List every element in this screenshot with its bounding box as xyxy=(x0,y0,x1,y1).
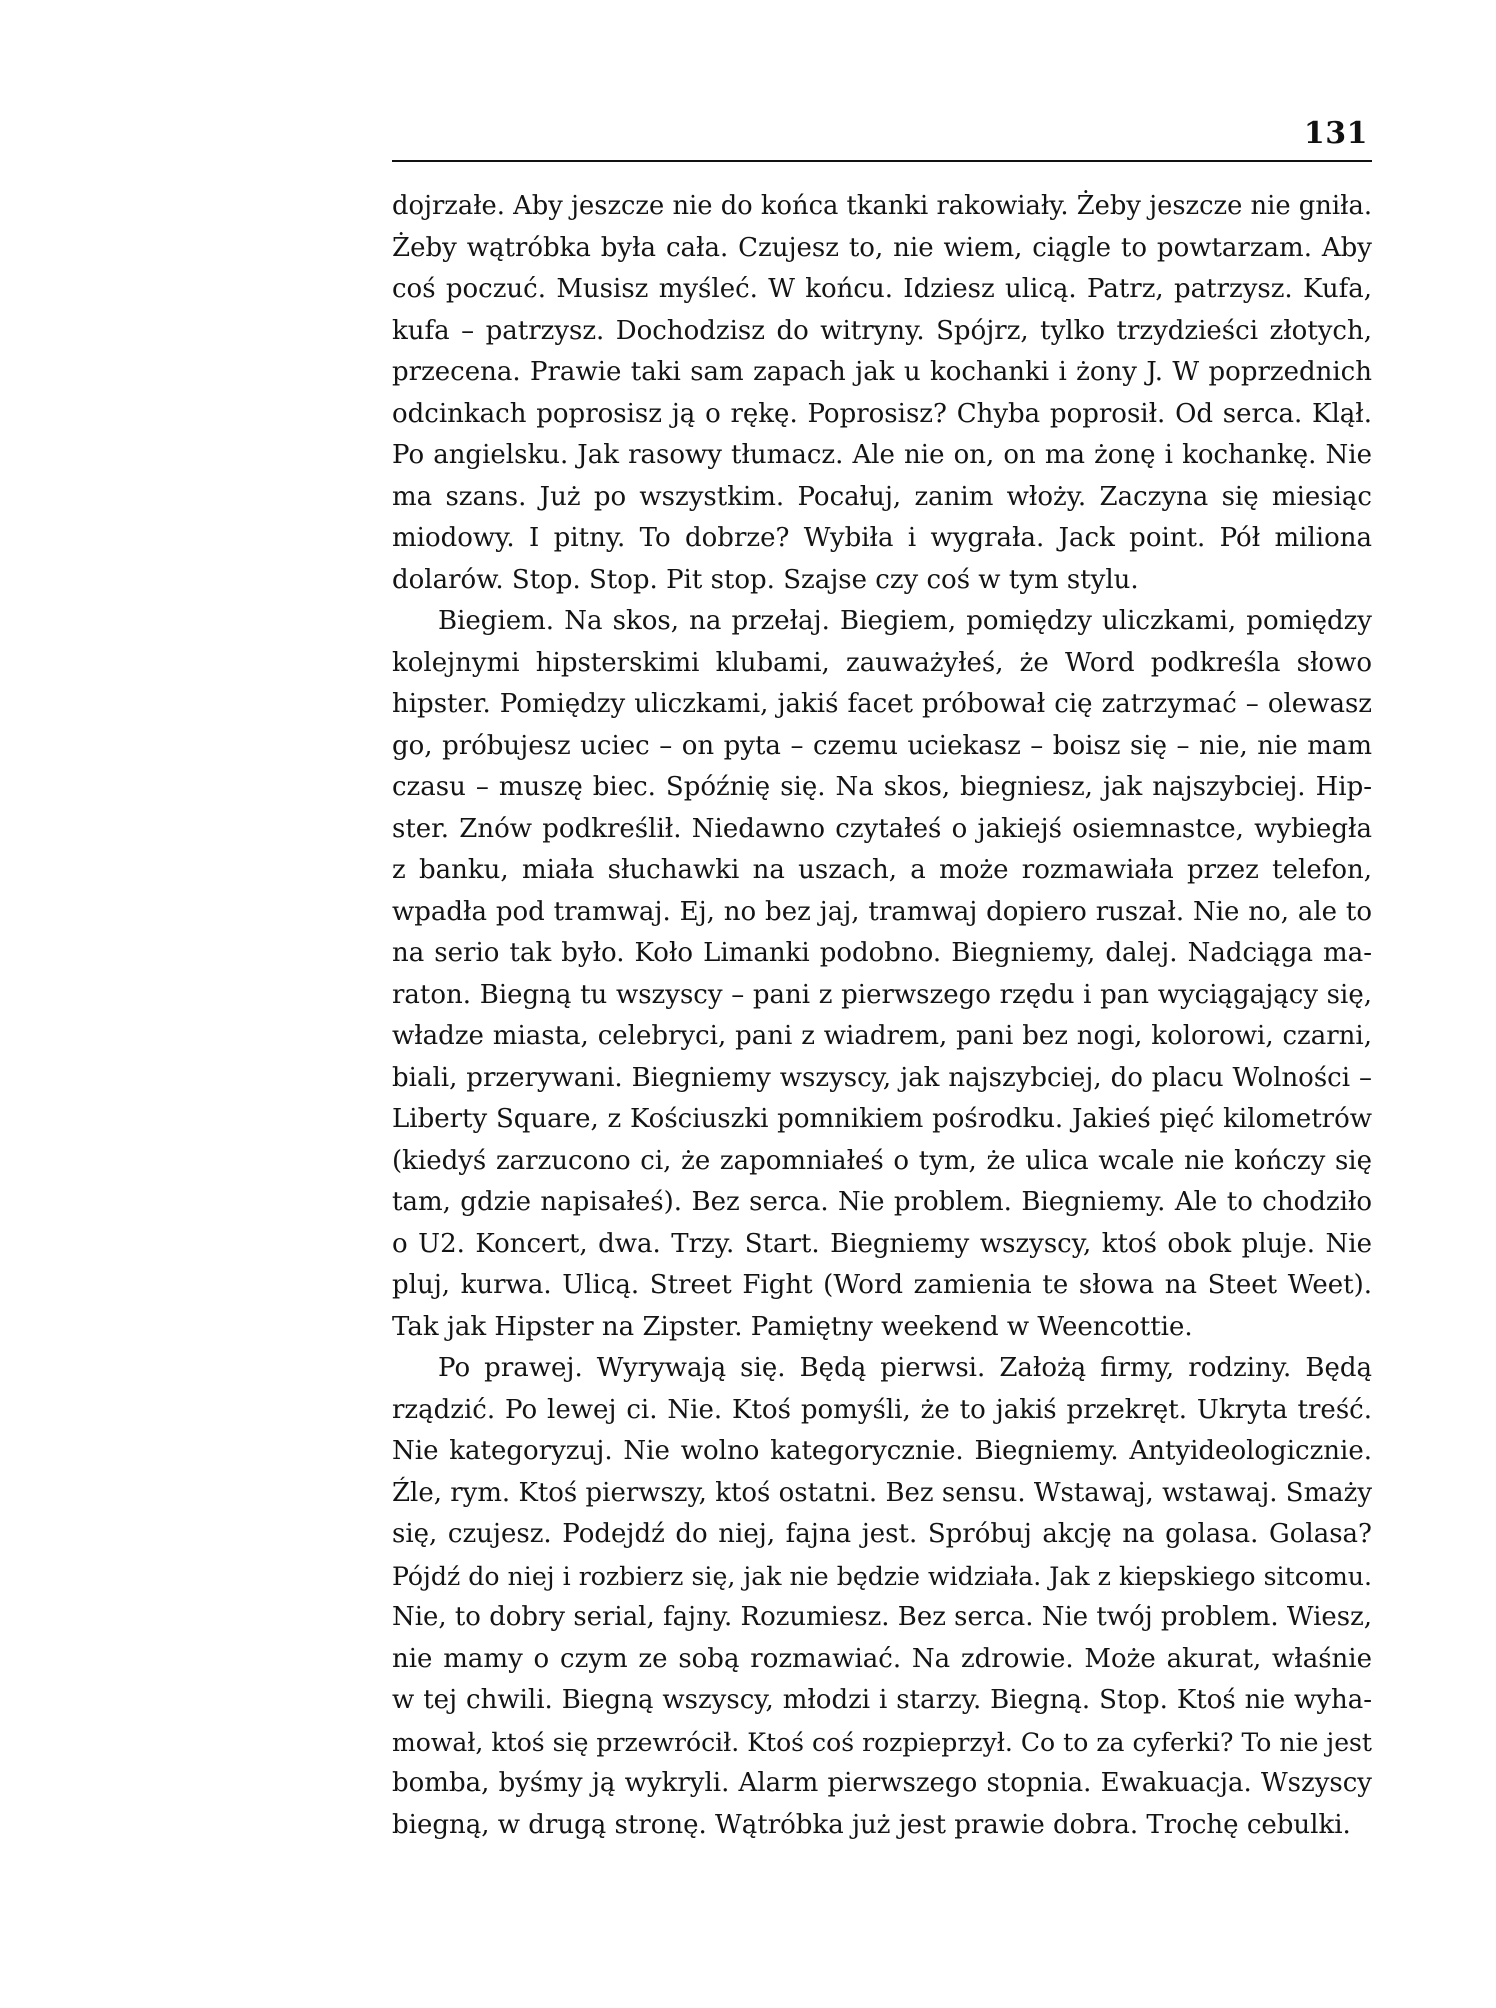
text-line: Żeby wątróbka była cała. Czujesz to, nie wiem, ciągle to powtarzam. Aby xyxy=(392,232,1372,263)
text-line: ma szans. Już po wszystkim. Pocałuj, zanim włoży. Zaczyna się miesiąc xyxy=(392,481,1372,512)
text-line: rządzić. Po lewej ci. Nie. Ktoś pomyśli, że to jakiś przekręt. Ukryta treść. xyxy=(392,1394,1372,1425)
text-line: Biegiem. Na skos, na przełaj. Biegiem, pomiędzy uliczkami, pomiędzy xyxy=(438,606,1372,636)
page-header xyxy=(392,112,1372,162)
text-line: przecena. Prawie taki sam zapach jak u kochanki i żony J. W poprzednich xyxy=(392,357,1372,387)
text-line: miodowy. I pitny. To dobrze? Wybiła i wygrała. Jack point. Pół miliona xyxy=(392,523,1372,553)
text-line: tam, gdzie napisałeś). Bez serca. Nie problem. Biegniemy. Ale to chodziło xyxy=(392,1187,1372,1217)
text-line: o U2. Koncert, dwa. Trzy. Start. Biegniemy wszyscy, ktoś obok pluje. Nie xyxy=(392,1228,1372,1259)
paragraph xyxy=(392,601,1372,1348)
paragraph xyxy=(392,1348,1372,1846)
text-line: dojrzałe. Aby jeszcze nie do końca tkanki rakowiały. Żeby jeszcze nie gniła. xyxy=(392,191,1372,221)
text-line: czasu – muszę biec. Spóźnię się. Na skos, biegniesz, jak najszybciej. Hip- xyxy=(392,772,1372,802)
text-line: biali, przerywani. Biegniemy wszyscy, jak najszybciej, do placu Wolności – xyxy=(392,1062,1372,1093)
text-line: odcinkach poprosisz ją o rękę. Poprosisz? Chyba poprosił. Od serca. Klął. xyxy=(392,398,1372,429)
text-line: Nie kategoryzuj. Nie wolno kategorycznie. Biegniemy. Antyideologicznie. xyxy=(392,1436,1372,1466)
text-line: się, czujesz. Podejdź do niej, fajna jest. Spróbuj akcję na golasa. Golasa? xyxy=(392,1519,1372,1549)
text-line: (kiedyś zarzucono ci, że zapomniałeś o tym, że ulica wcale nie kończy się xyxy=(392,1145,1372,1176)
text-line: wpadła pod tramwaj. Ej, no bez jaj, tramwaj dopiero ruszał. Nie no, ale to xyxy=(392,896,1372,927)
text-line: Liberty Square, z Kościuszki pomnikiem pośrodku. Jakieś pięć kilometrów xyxy=(392,1104,1372,1134)
text-line: raton. Biegną tu wszyscy – pani z pierwszego rzędu i pan wyciągający się, xyxy=(392,979,1372,1010)
text-line: dolarów. Stop. Stop. Pit stop. Szajse czy coś w tym stylu. xyxy=(392,564,1139,595)
text-line: mował, ktoś się przewrócił. Ktoś coś rozpieprzył. Co to za cyferki? To nie jest xyxy=(392,1727,1372,1757)
text-line: biegną, w drugą stronę. Wątróbka już jest prawie dobra. Trochę cebulki. xyxy=(392,1809,1351,1840)
text-line: hipster. Pomiędzy uliczkami, jakiś facet próbował cię zatrzymać – olewasz xyxy=(392,689,1372,719)
text-line: Po prawej. Wyrywają się. Będą pierwsi. Założą firmy, rodziny. Będą xyxy=(438,1353,1372,1383)
text-line: Pójdź do niej i rozbierz się, jak nie będzie widziała. Jak z kiepskiego sitcomu. xyxy=(392,1561,1372,1591)
text-line: kolejnymi hipsterskimi klubami, zauważyłeś, że Word podkreśla słowo xyxy=(392,647,1372,678)
text-line: Źle, rym. Ktoś pierwszy, ktoś ostatni. Bez sensu. Wstawaj, wstawaj. Smaży xyxy=(392,1477,1372,1508)
page-number: 131 xyxy=(1303,116,1368,151)
text-line: go, próbujesz uciec – on pyta – czemu uciekasz – boisz się – nie, nie mam xyxy=(392,730,1372,761)
text-line: coś poczuć. Musisz myśleć. W końcu. Idziesz ulicą. Patrz, patrzysz. Kufa, xyxy=(392,274,1372,304)
paragraph xyxy=(392,186,1372,601)
text-line: na serio tak było. Koło Limanki podobno. Biegniemy, dalej. Nadciąga ma- xyxy=(392,938,1372,968)
text-line: kufa – patrzysz. Dochodzisz do witryny. Spójrz, tylko trzydzieści złotych, xyxy=(392,315,1372,346)
text-line: nie mamy o czym ze sobą rozmawiać. Na zdrowie. Może akurat, właśnie xyxy=(392,1643,1372,1674)
text-line: Nie, to dobry serial, fajny. Rozumiesz. Bez serca. Nie twój problem. Wiesz, xyxy=(392,1602,1372,1632)
text-line: pluj, kurwa. Ulicą. Street Fight (Word zamienia te słowa na Steet Weet). xyxy=(392,1270,1372,1300)
text-line: ster. Znów podkreślił. Niedawno czytałeś o jakiejś osiemnastce, wybiegła xyxy=(392,813,1372,844)
text-line: Tak jak Hipster na Zipster. Pamiętny weekend w Weencottie. xyxy=(392,1311,1193,1342)
body-text xyxy=(392,186,1372,1846)
text-line: władze miasta, celebryci, pani z wiadrem, pani bez nogi, kolorowi, czarni, xyxy=(392,1021,1372,1051)
text-line: bomba, byśmy ją wykryli. Alarm pierwszego stopnia. Ewakuacja. Wszyscy xyxy=(392,1768,1372,1798)
text-line: Po angielsku. Jak rasowy tłumacz. Ale nie on, on ma żonę i kochankę. Nie xyxy=(392,440,1372,470)
text-line: w tej chwili. Biegną wszyscy, młodzi i starzy. Biegną. Stop. Ktoś nie wyha- xyxy=(392,1685,1372,1715)
text-line: z banku, miała słuchawki na uszach, a może rozmawiała przez telefon, xyxy=(392,855,1372,885)
